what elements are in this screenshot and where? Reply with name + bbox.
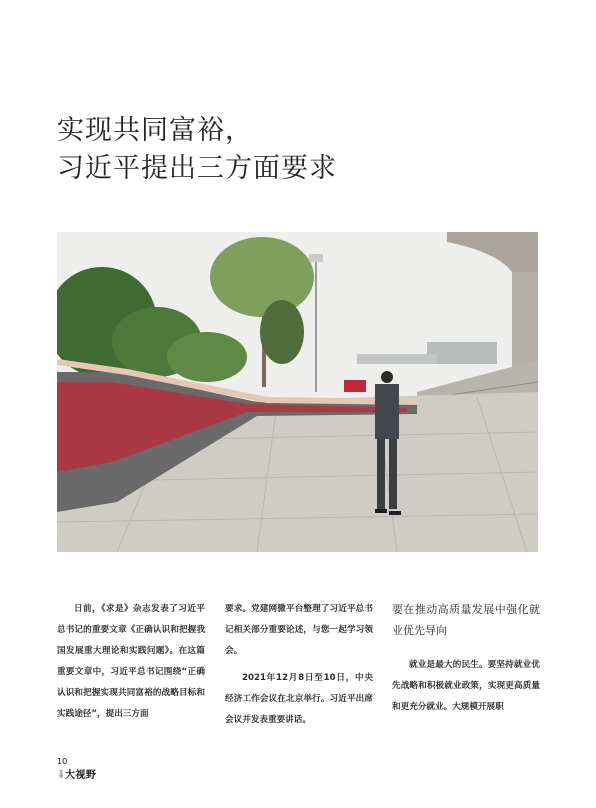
paragraph: 日前，《求是》杂志发表了习近平总书记的重要文章《正确认识和把握我国发展重大理论和实践问题》。在这篇重要文章中，习近平总书记围绕“正确认识和把握实现共同富裕的战略目标和实践途径”，提出三方面	[57, 604, 205, 719]
paragraph: 2021年12月8日至10日，中央经济工作会议在北京举行。习近平出席会议并发表重要讲话。	[225, 673, 373, 725]
page-footer	[57, 757, 97, 781]
article-title-line-2: 习近平提出三方面要求	[57, 153, 337, 184]
magazine-name: 大视野	[65, 770, 97, 781]
article-photo	[57, 232, 538, 552]
section-subheading: 要在推动高质量发展中强化就业优先导向	[392, 603, 540, 637]
text-column-2	[225, 599, 373, 731]
magazine-tag: 党建	[59, 769, 64, 778]
text-column-1	[57, 599, 205, 725]
page-number: 10	[57, 757, 68, 766]
text-column-3	[392, 599, 540, 718]
magazine-logo	[57, 766, 97, 781]
paragraph: 要求。党建网微平台整理了习近平总书记相关部分重要论述，与您一起学习领会。	[225, 604, 373, 656]
article-title	[57, 112, 337, 188]
article-title-line-1: 实现共同富裕，	[57, 115, 253, 146]
paragraph: 就业是最大的民生。要坚持就业优先战略和积极就业政策，实现更高质量和更充分就业。大规模开展职	[392, 660, 540, 712]
